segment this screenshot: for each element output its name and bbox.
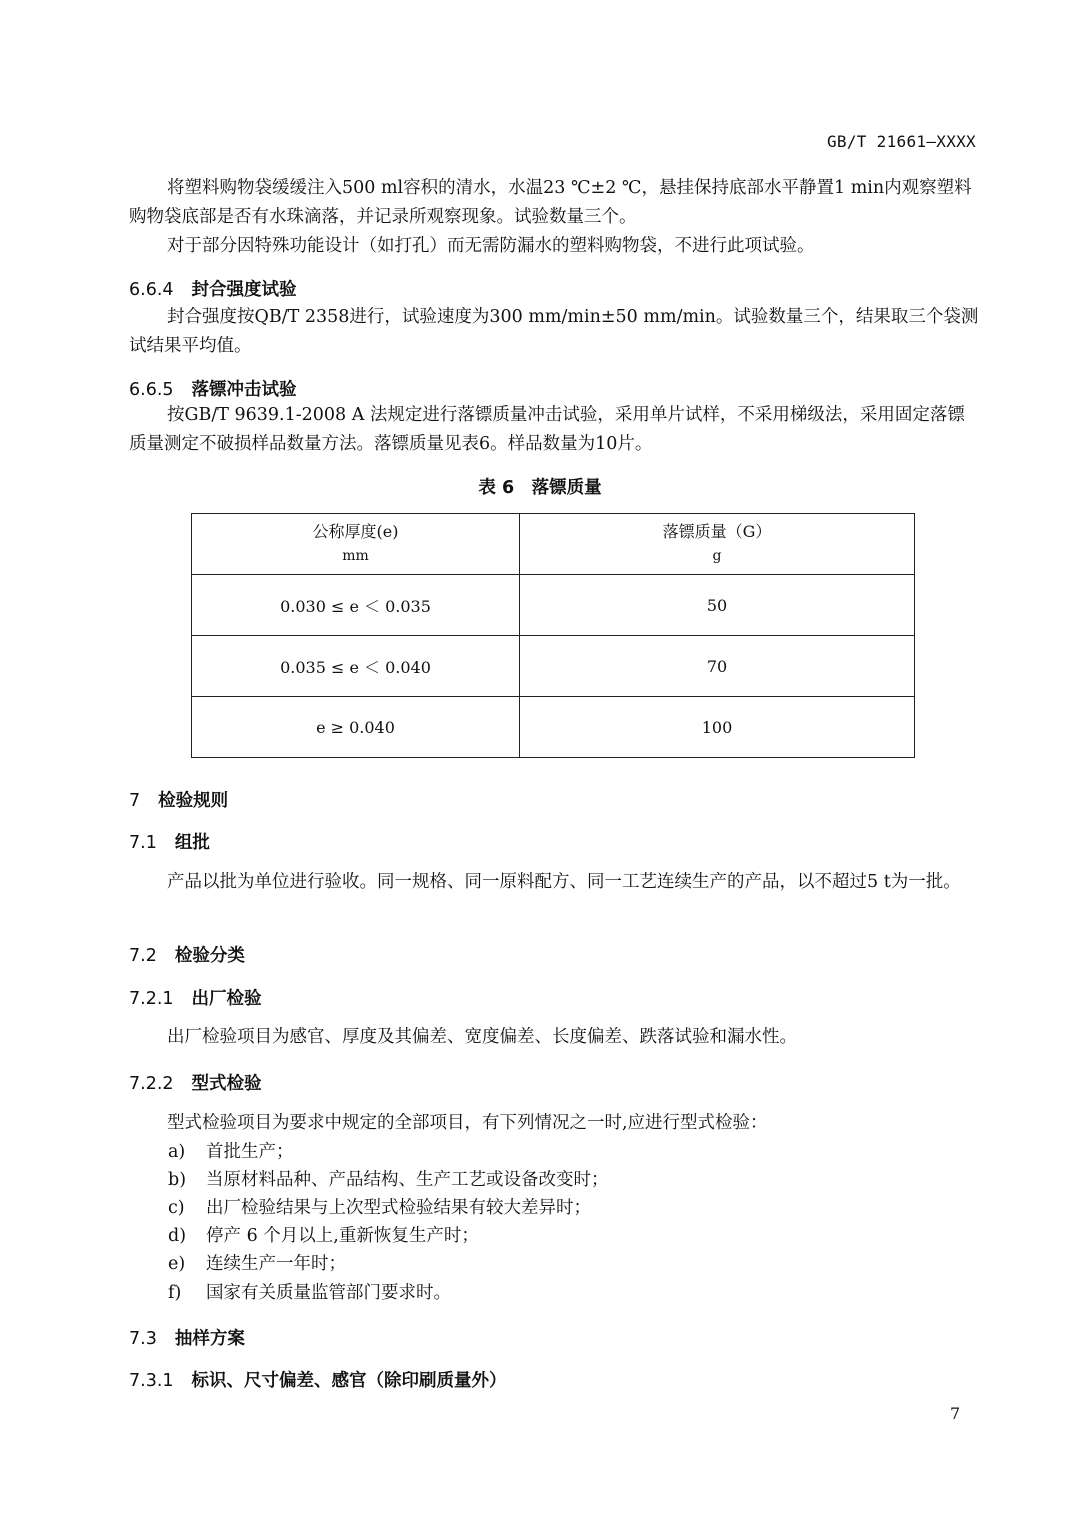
type-inspection-paragraph: 型式检验项目为要求中规定的全部项目，有下列情况之一时,应进行型式检验： [167,1113,768,1133]
thickness-range: e ≥ 0.040 [192,697,520,758]
leak-test-exemption: 对于部分因特殊功能设计（如打孔）而无需防漏水的塑料购物袋，不进行此项试验。 [167,236,815,256]
standard-number: GB/T 21661—XXXX [827,132,976,151]
table-6-caption: 表 6 落镖质量 [478,478,602,498]
dart-impact-paragraph: 按GB/T 9639.1-2008 A 法规定进行落镖质量冲击试验，采用单片试样，不采用梯级法，采用固定落镖质量测定不破损样品数量方法。落镖质量见表6。样品数量为10片。 [129,405,965,454]
list-item: d) 停产 6 个月以上,重新恢复生产时； [168,1226,479,1246]
dart-mass-table [191,513,915,758]
thickness-range: 0.035 ≤ e ＜ 0.040 [192,636,520,697]
list-item: a) 首批生产； [168,1142,294,1162]
dart-mass-value: 70 [520,636,915,697]
table-row [192,697,915,758]
batching-paragraph: 产品以批为单位进行验收。同一规格、同一原料配方、同一工艺连续生产的产品，以不超过5 t为一批。 [167,872,961,892]
factory-inspection-paragraph: 出厂检验项目为感官、厚度及其偏差、宽度偏差、长度偏差、跌落试验和漏水性。 [167,1027,797,1047]
heading-7-2-1: 7.2.1 出厂检验 [129,989,262,1009]
thickness-header: 公称厚度(e) mm [192,514,520,575]
heading-7-1: 7.1 组批 [129,833,210,853]
seal-strength-paragraph: 封合强度按QB/T 2358进行，试验速度为300 mm/min±50 mm/min。试验数量三个，结果取三个袋测试结果平均值。 [129,307,979,356]
dart-mass-header: 落镖质量（G） g [520,514,915,575]
list-item: e) 连续生产一年时； [168,1254,346,1274]
heading-7-2: 7.2 检验分类 [129,946,245,966]
heading-7-3: 7.3 抽样方案 [129,1329,245,1349]
heading-7: 7 检验规则 [129,791,229,811]
table-row [192,575,915,636]
dart-mass-value: 50 [520,575,915,636]
table-row [192,636,915,697]
heading-6-6-5: 6.6.5 落镖冲击试验 [129,380,297,400]
table-header-row [192,514,915,575]
heading-7-3-1: 7.3.1 标识、尺寸偏差、感官（除印刷质量外） [129,1371,507,1391]
heading-6-6-4: 6.6.4 封合强度试验 [129,280,297,300]
page-number: 7 [950,1404,961,1423]
list-item: f) 国家有关质量监管部门要求时。 [168,1283,451,1303]
list-item: b) 当原材料品种、产品结构、生产工艺或设备改变时； [168,1170,609,1190]
leak-test-paragraph: 将塑料购物袋缓缓注入500 ml容积的清水，水温23 ℃±2 ℃，悬挂保持底部水平静置1 min内观察塑料购物袋底部是否有水珠滴落，并记录所观察现象。试验数量三个。 [129,178,972,227]
list-item: c) 出厂检验结果与上次型式检验结果有较大差异时； [168,1198,591,1218]
dart-mass-value: 100 [520,697,915,758]
thickness-range: 0.030 ≤ e ＜ 0.035 [192,575,520,636]
heading-7-2-2: 7.2.2 型式检验 [129,1074,262,1094]
